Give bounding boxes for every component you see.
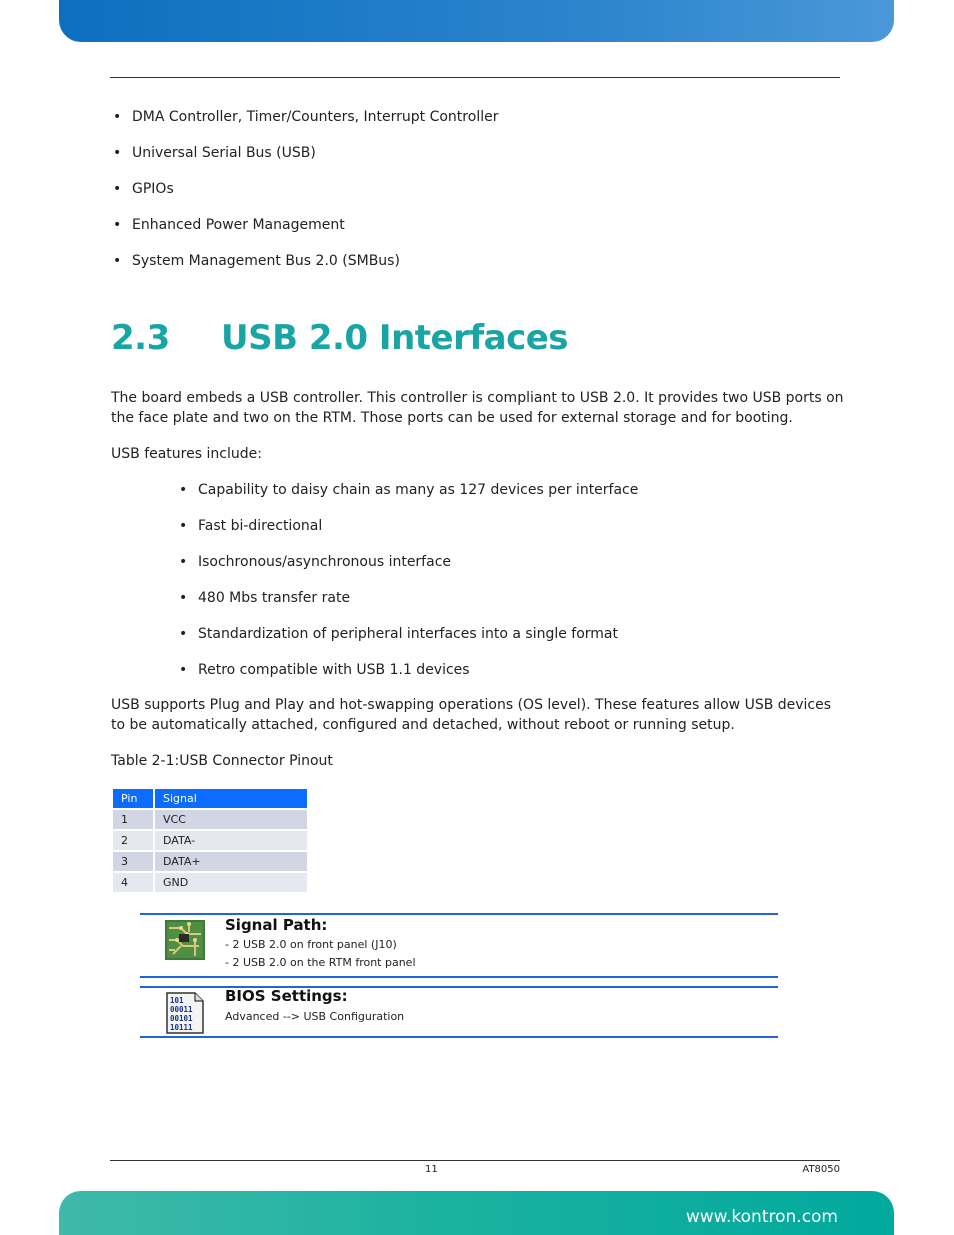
signal-path-line: - 2 USB 2.0 on the RTM front panel [225,956,416,969]
table-header-row [113,789,307,808]
features-intro: USB features include: [111,446,262,462]
pin-cell: 1 [113,810,153,829]
column-header-pin: Pin [113,789,153,808]
table-row [113,810,307,829]
signal-cell: GND [155,873,307,892]
list-item: • Isochronous/asynchronous interface [198,552,638,588]
intro-bullet-list [132,107,498,287]
list-item: • Capability to daisy chain as many as 127 devices per interface [198,480,638,516]
usb-description-paragraph: The board embeds a USB controller. This controller is compliant to USB 2.0. It provides two USB ports on the face plate and two on the RTM. Those ports can be used for external storage and for booting. [111,390,844,426]
table-row [113,873,307,892]
signal-path-top-rule [140,913,778,915]
usb-pinout-table [111,787,309,894]
bios-icon-line: 00011 [170,1005,193,1014]
column-header-signal: Signal [155,789,307,808]
bios-icon-line: 10111 [170,1023,193,1032]
pin-cell: 2 [113,831,153,850]
list-item: • System Management Bus 2.0 (SMBus) [132,251,498,287]
pin-cell: 4 [113,873,153,892]
header-banner [59,0,894,42]
signal-path-lines [225,936,416,972]
bios-settings-title: BIOS Settings: [225,987,348,1005]
binary-file-icon [165,992,205,1032]
list-item: • GPIOs [132,179,498,215]
header-rule [110,77,840,78]
signal-cell: VCC [155,810,307,829]
list-item: • 480 Mbs transfer rate [198,588,638,624]
signal-cell: DATA+ [155,852,307,871]
signal-path-bottom-rule [140,976,778,978]
document-id: AT8050 [802,1164,840,1175]
usb-features-list [198,480,638,696]
footer-rule [110,1160,840,1161]
signal-cell: DATA- [155,831,307,850]
table-row [113,831,307,850]
bios-icon-line: 00101 [170,1014,193,1023]
plug-and-play-paragraph: USB supports Plug and Play and hot-swapping operations (OS level). These features allow USB devices to be automatically attached, configured and detached, without reboot or running setup. [111,697,832,733]
signal-path-line: - 2 USB 2.0 on front panel (J10) [225,938,397,951]
section-heading [111,318,568,358]
list-item: • Enhanced Power Management [132,215,498,251]
table-row [113,852,307,871]
circuit-board-icon [165,920,205,960]
signal-path-title: Signal Path: [225,916,328,934]
list-item: • Retro compatible with USB 1.1 devices [198,660,638,696]
table-caption: Table 2-1:USB Connector Pinout [111,753,333,769]
bios-settings-text: Advanced --> USB Configuration [225,1010,405,1023]
list-item: • Fast bi-directional [198,516,638,552]
section-title: USB 2.0 Interfaces [221,318,569,358]
list-item: • Standardization of peripheral interfaces into a single format [198,624,638,660]
website-link[interactable]: www.kontron.com [685,1207,838,1227]
footer-banner [59,1191,894,1235]
list-item: • DMA Controller, Timer/Counters, Interrupt Controller [132,107,498,143]
page-number: 11 [425,1164,438,1175]
bios-bottom-rule [140,1036,778,1038]
bios-icon-line: 101 [170,996,184,1005]
list-item: • Universal Serial Bus (USB) [132,143,498,179]
section-number: 2.3 [111,318,170,358]
pin-cell: 3 [113,852,153,871]
